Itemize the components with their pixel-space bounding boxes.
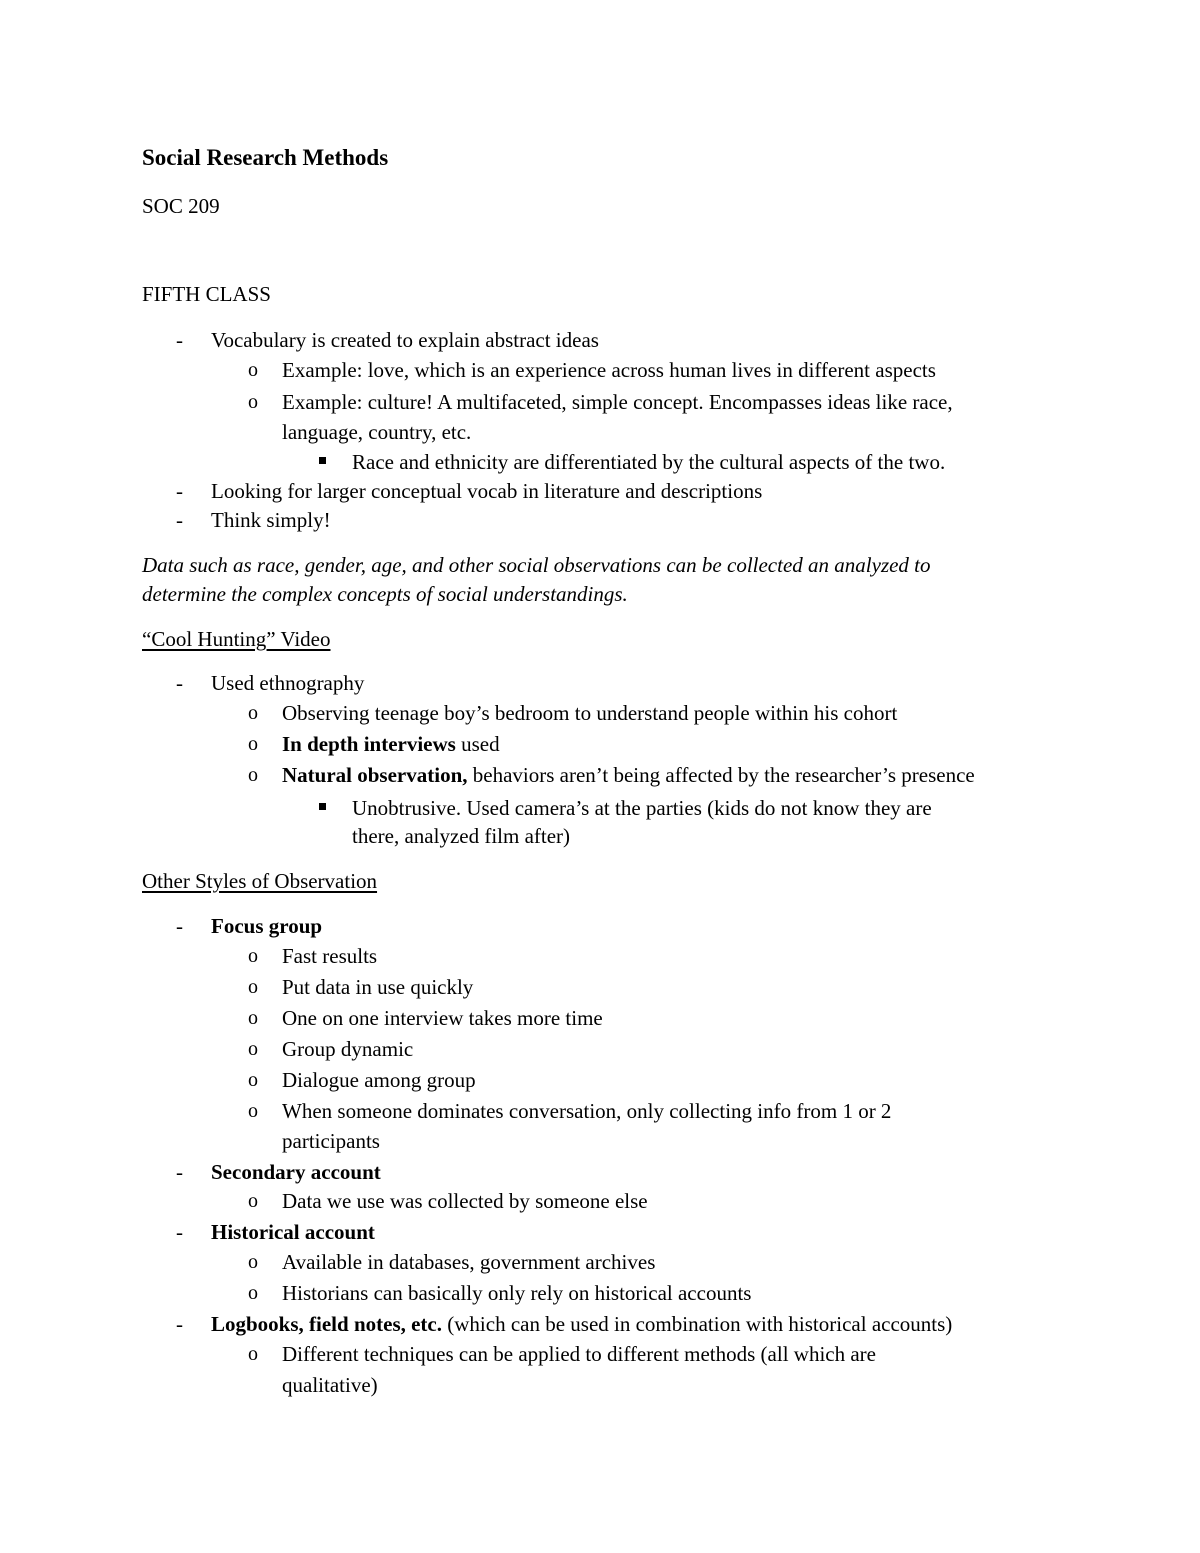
dash-bullet: - bbox=[176, 328, 183, 352]
circle-bullet: o bbox=[248, 1190, 258, 1212]
term-description: (which can be used in combination with historical accounts) bbox=[442, 1312, 953, 1336]
circle-bullet: o bbox=[248, 976, 258, 998]
list-item: One on one interview takes more time bbox=[282, 1006, 603, 1030]
bold-term: Natural observation, bbox=[282, 763, 468, 787]
list-item: Group dynamic bbox=[282, 1037, 414, 1061]
dash-bullet: - bbox=[176, 671, 183, 695]
circle-bullet: o bbox=[248, 1251, 258, 1273]
list-item: Data we use was collected by someone else bbox=[282, 1189, 648, 1213]
italic-note-line: Data such as race, gender, age, and other social observations can be collected an analyzed to bbox=[142, 553, 931, 577]
class-heading: FIFTH CLASS bbox=[142, 282, 271, 306]
list-item: Fast results bbox=[282, 944, 378, 968]
circle-bullet: o bbox=[248, 733, 258, 755]
list-item: Unobtrusive. Used camera’s at the parties (kids do not know they are bbox=[352, 796, 932, 820]
circle-bullet: o bbox=[248, 1038, 258, 1060]
term-description: behaviors aren’t being affected by the researcher’s presence bbox=[467, 763, 975, 787]
circle-bullet: o bbox=[248, 1069, 258, 1091]
dash-bullet: - bbox=[176, 1312, 183, 1336]
term-description: used bbox=[455, 732, 500, 756]
circle-bullet: o bbox=[248, 1007, 258, 1029]
list-item: Historians can basically only rely on historical accounts bbox=[282, 1281, 752, 1305]
italic-note-line: determine the complex concepts of social understandings. bbox=[142, 582, 628, 606]
circle-bullet: o bbox=[248, 1282, 258, 1304]
list-item bbox=[282, 729, 500, 759]
list-item: Race and ethnicity are differentiated by the cultural aspects of the two. bbox=[352, 450, 946, 474]
list-item: Think simply! bbox=[211, 508, 331, 532]
circle-bullet: o bbox=[248, 1100, 258, 1122]
square-bullet-icon bbox=[319, 457, 326, 464]
list-item: Dialogue among group bbox=[282, 1068, 476, 1092]
list-item-continuation: there, analyzed film after) bbox=[352, 824, 571, 848]
list-item: Example: love, which is an experience across human lives in different aspects bbox=[282, 358, 936, 382]
list-item-heading: Focus group bbox=[211, 914, 323, 938]
dash-bullet: - bbox=[176, 914, 183, 938]
list-item bbox=[282, 760, 975, 790]
circle-bullet: o bbox=[248, 945, 258, 967]
list-item-continuation: participants bbox=[282, 1129, 380, 1153]
bold-term: Logbooks, field notes, etc. bbox=[211, 1312, 442, 1336]
section-heading: “Cool Hunting” Video bbox=[142, 627, 331, 651]
circle-bullet: o bbox=[248, 1343, 258, 1365]
list-item-heading: Historical account bbox=[211, 1220, 375, 1244]
dash-bullet: - bbox=[176, 1220, 183, 1244]
dash-bullet: - bbox=[176, 1160, 183, 1184]
document-title: Social Research Methods bbox=[142, 145, 389, 170]
list-item: Observing teenage boy’s bedroom to understand people within his cohort bbox=[282, 701, 898, 725]
dash-bullet: - bbox=[176, 479, 183, 503]
list-item: Put data in use quickly bbox=[282, 975, 474, 999]
list-item-heading: Secondary account bbox=[211, 1160, 381, 1184]
list-item: Looking for larger conceptual vocab in literature and descriptions bbox=[211, 479, 763, 503]
list-item: Available in databases, government archives bbox=[282, 1250, 656, 1274]
dash-bullet: - bbox=[176, 508, 183, 532]
square-bullet-icon bbox=[319, 803, 326, 810]
list-item: Used ethnography bbox=[211, 671, 365, 695]
bold-term: In depth interviews bbox=[282, 732, 456, 756]
list-item: Vocabulary is created to explain abstract ideas bbox=[211, 328, 599, 352]
section-heading: Other Styles of Observation bbox=[142, 869, 378, 893]
list-item: Different techniques can be applied to different methods (all which are bbox=[282, 1342, 876, 1366]
circle-bullet: o bbox=[248, 391, 258, 413]
circle-bullet: o bbox=[248, 702, 258, 724]
list-item: When someone dominates conversation, only collecting info from 1 or 2 bbox=[282, 1099, 892, 1123]
list-item-continuation: qualitative) bbox=[282, 1373, 378, 1397]
list-item: Example: culture! A multifaceted, simple concept. Encompasses ideas like race, bbox=[282, 390, 953, 414]
circle-bullet: o bbox=[248, 764, 258, 786]
circle-bullet: o bbox=[248, 359, 258, 381]
list-item-heading bbox=[211, 1309, 952, 1339]
course-code: SOC 209 bbox=[142, 194, 220, 218]
list-item-continuation: language, country, etc. bbox=[282, 420, 472, 444]
